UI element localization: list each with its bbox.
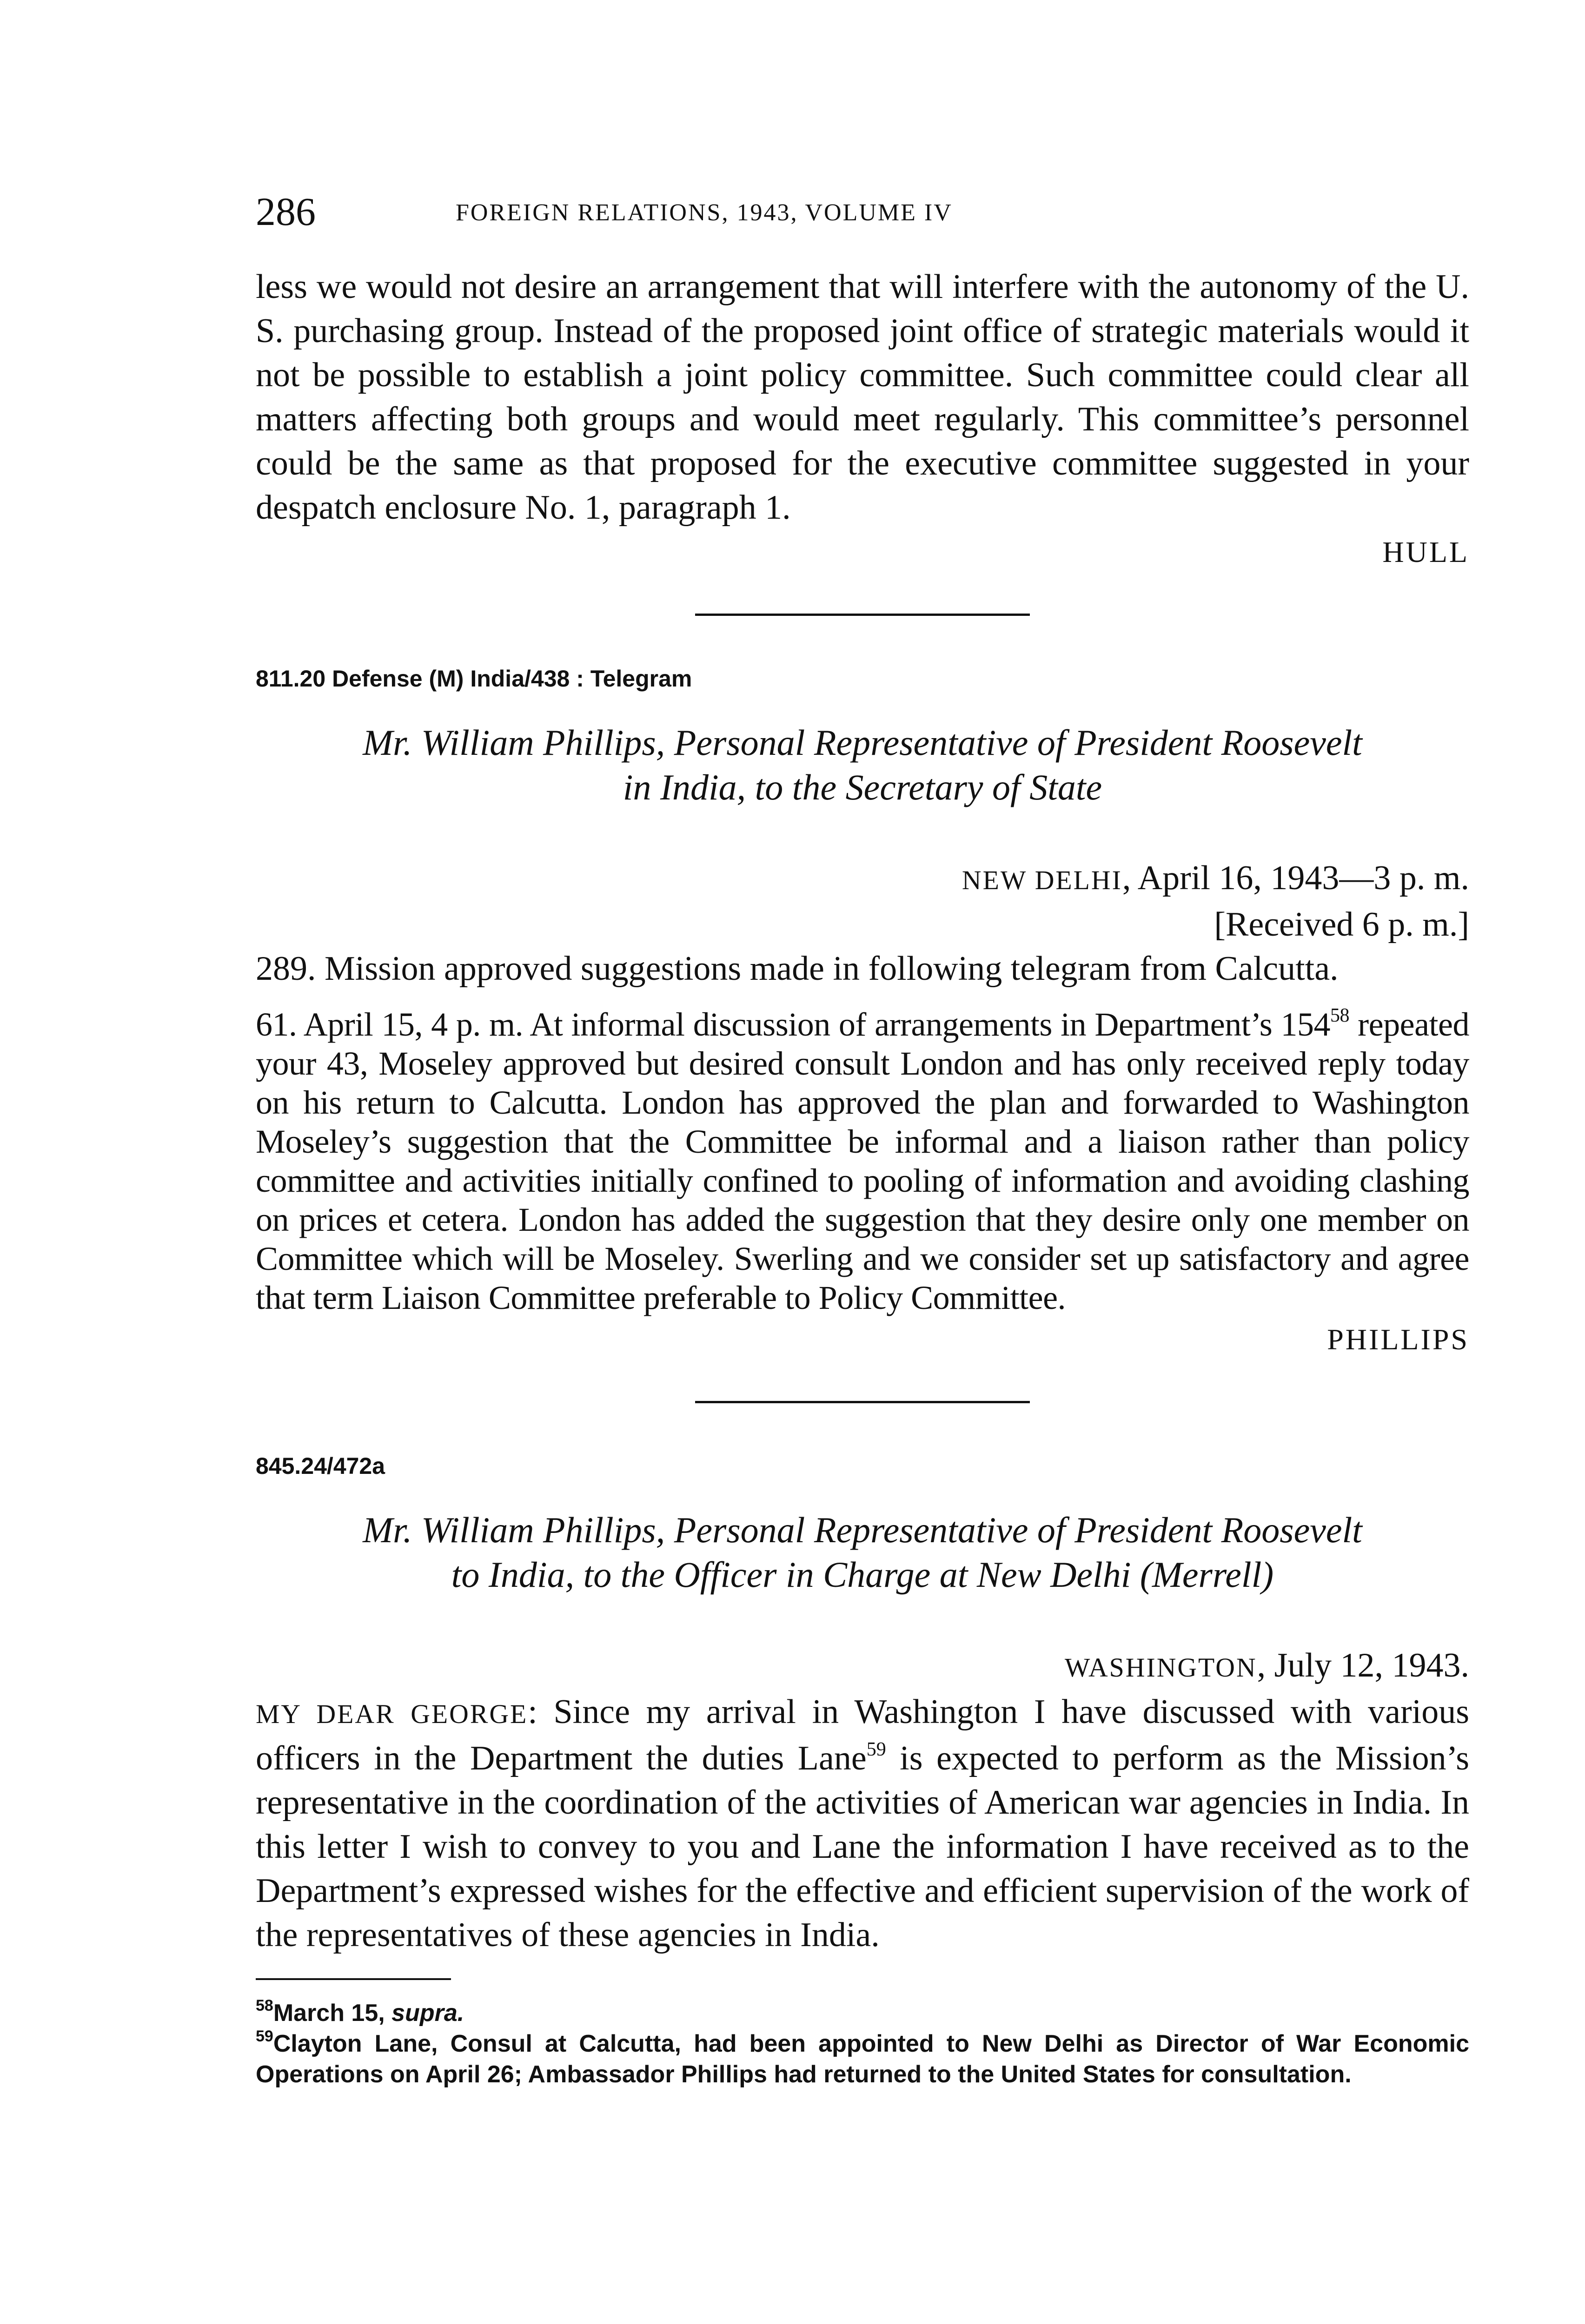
footnote-text-italic: supra. bbox=[391, 2000, 464, 2027]
footnote bbox=[256, 2028, 1469, 2090]
footnote-divider bbox=[256, 1978, 451, 1980]
dateline bbox=[256, 856, 1469, 903]
footnote-text: Clayton Lane, Consul at Calcutta, had been appointed to New Delhi as Director of War Economic Operations on April 26; Ambassador Phillips had returned to the United States for consultation. bbox=[256, 2030, 1469, 2088]
file-number: 811.20 Defense (M) India/438 : Telegram bbox=[256, 666, 692, 692]
telegram-intro-paragraph: 289. Mission approved suggestions made in following telegram from Calcutta. bbox=[256, 950, 1339, 988]
footnote-text: March 15, bbox=[273, 2000, 392, 2027]
footnote-mark: 59 bbox=[256, 2027, 273, 2045]
footnote bbox=[256, 1998, 1469, 2028]
file-number: 845.24/472a bbox=[256, 1453, 385, 1479]
signature-hull: HULL bbox=[1382, 535, 1469, 568]
section-divider bbox=[695, 614, 1030, 616]
dateline-place: NEW DELHI bbox=[962, 866, 1122, 895]
dateline-date: , April 16, 1943—3 p. m. bbox=[1122, 859, 1469, 897]
salutation: MY DEAR GEORGE bbox=[256, 1700, 528, 1729]
footnote-reference: 58 bbox=[1330, 1005, 1349, 1026]
continuation-paragraph: less we would not desire an arrangement that will interfere with the autonomy of the U. S. purchasing group. Instead of the proposed joint office of strategic materials would it not be possible to establish a joint policy committee. Such committee could clear all matters affecting both groups and would meet regularly. This committee’s personnel could be the same as that proposed for the executive committee suggested in your despatch enclosure No. 1, paragraph 1. bbox=[256, 268, 1469, 527]
telegram-body-paragraph bbox=[256, 1005, 1469, 1317]
document-heading-line: to India, to the Officer in Charge at New Delhi (Merrell) bbox=[451, 1554, 1274, 1595]
document-heading-line: Mr. William Phillips, Personal Representative of President Roosevelt bbox=[363, 722, 1362, 763]
running-head bbox=[256, 186, 1469, 237]
footnote-mark: 58 bbox=[256, 1997, 273, 2014]
telegram-text: 61. April 15, 4 p. m. At informal discussion of arrangements in Department’s 154 bbox=[256, 1006, 1330, 1043]
signature-phillips: PHILLIPS bbox=[1327, 1323, 1469, 1356]
letter-text: is expected to perform as the Mission’s representative in the coordination of the activities of American war agencies in India. In this letter I wish to convey to you and Lane the information I have received as to the Department’s expressed wishes for the effective and efficient supervision of the work of the representatives of these agencies in India. bbox=[256, 1739, 1469, 1954]
telegram-text: repeated your 43, Moseley approved but desired consult London and has only received reply today on his return to Calcutta. London has approved the plan and forwarded to Washington Moseley’s suggestion that the Committee be informal and a liaison rather than policy committee and activities initially confined to pooling of information and avoiding clashing on prices et cetera. London has added the suggestion that they desire only one member on Committee which will be Moseley. Swerling and we consider set up satisfactory and agree that term Liaison Committee preferable to Policy Committee. bbox=[256, 1006, 1469, 1316]
letter-text: : Since my arrival in Washington I have discussed with various officers in the Department the duties Lane bbox=[256, 1693, 1469, 1777]
dateline bbox=[256, 1644, 1469, 1690]
document-page bbox=[256, 186, 1469, 2090]
spacer bbox=[256, 991, 1469, 1005]
dateline-place: WASHINGTON bbox=[1064, 1653, 1257, 1683]
document-heading-line: in India, to the Secretary of State bbox=[623, 767, 1102, 807]
letter-body-paragraph bbox=[256, 1690, 1469, 1957]
footnote-reference: 59 bbox=[866, 1739, 886, 1760]
running-title: FOREIGN RELATIONS, 1943, VOLUME IV bbox=[456, 199, 953, 226]
received-note: [Received 6 p. m.] bbox=[1214, 905, 1469, 944]
page-number: 286 bbox=[256, 189, 316, 234]
dateline-date: , July 12, 1943. bbox=[1257, 1646, 1469, 1684]
document-heading-line: Mr. William Phillips, Personal Representative of President Roosevelt bbox=[363, 1510, 1362, 1550]
section-divider bbox=[695, 1401, 1030, 1403]
